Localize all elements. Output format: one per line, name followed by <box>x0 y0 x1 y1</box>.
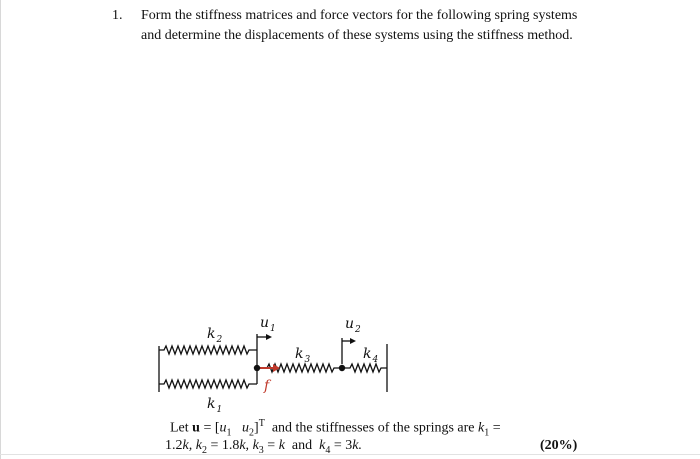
spring-k4 <box>342 364 387 372</box>
problem-text-line-2: and determine the displacements of these systems using the stiffness method. <box>141 28 573 43</box>
label-k2: $k_2$ <box>207 326 223 345</box>
label-k1: $k_1$ <box>207 396 223 415</box>
problem-text-line-1: Form the stiffness matrices and force vectors for the following spring systems <box>141 8 578 23</box>
label-f: f <box>264 378 270 394</box>
node-1 <box>254 365 260 371</box>
label-u1: $u_1$ <box>260 315 276 334</box>
marks-percentage: (20%) <box>540 438 578 453</box>
label-u2: $u_2$ <box>345 316 361 335</box>
spring-k1 <box>159 380 257 388</box>
label-k3: $k_3$ <box>295 346 311 365</box>
u1-arrowhead <box>266 334 272 340</box>
spring-system-figure <box>150 300 400 418</box>
statement-line-2: 1.2k, $k_2 = 1.8k$, $k_3 = k$ and $k_4 = 3k$. <box>165 438 362 456</box>
spring-k2 <box>159 346 257 354</box>
problem-number: 1. <box>112 8 123 23</box>
node-2 <box>339 365 345 371</box>
statement-line-1: Let $u = [u_1$ $u_2]^T$ and the stiffnesses of the springs are $k_1$ = <box>170 418 501 439</box>
u2-arrowhead <box>350 338 356 344</box>
left-border <box>0 0 1 459</box>
label-k4: $k_4$ <box>363 346 379 365</box>
